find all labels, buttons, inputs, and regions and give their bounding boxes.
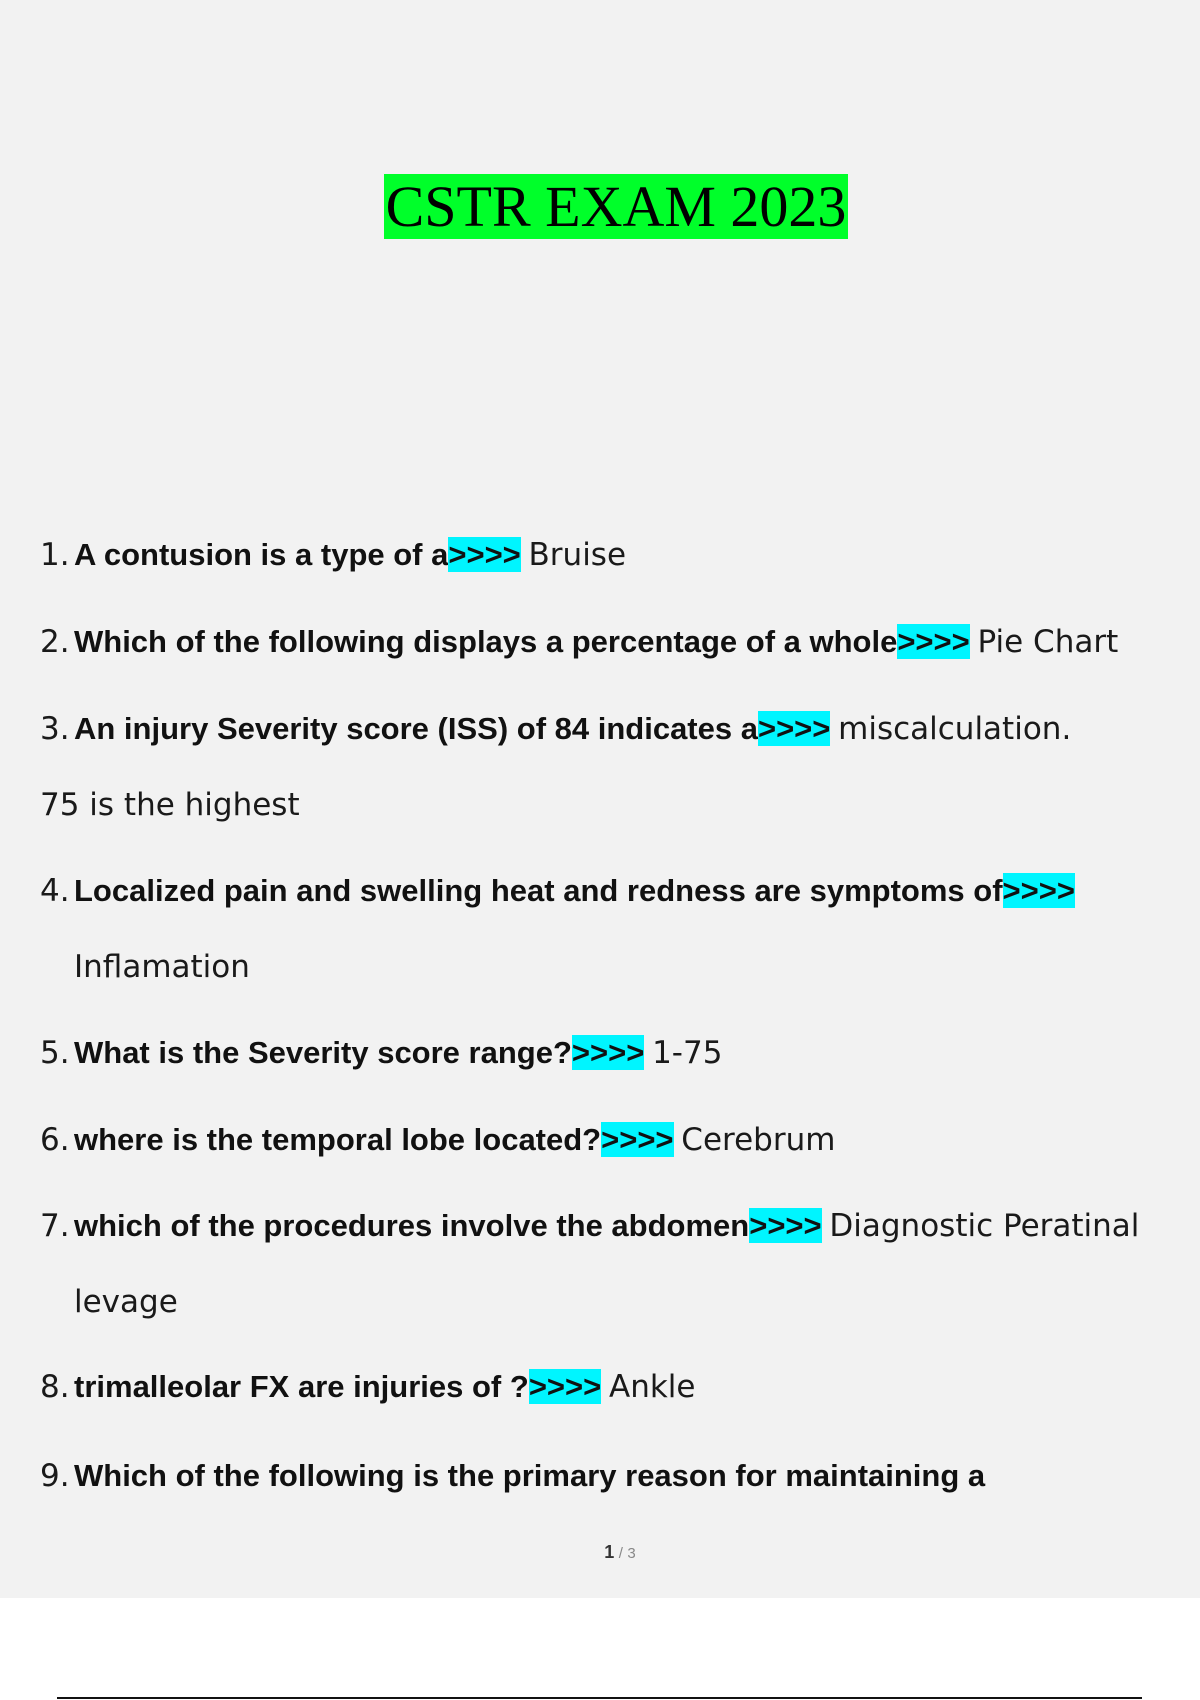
answer-continuation: levage — [74, 1284, 178, 1320]
question-text: What is the Severity score range? — [74, 1035, 572, 1070]
question-text: which of the procedures involve the abdomen — [74, 1208, 750, 1243]
document-title — [0, 175, 1200, 239]
question-item — [40, 1367, 1190, 1407]
total-pages: 3 — [627, 1545, 636, 1562]
question-item — [40, 535, 1190, 575]
question-item — [40, 1206, 1190, 1246]
answer-continuation: Inflamation — [74, 949, 250, 985]
answer-text: Ankle — [608, 1369, 696, 1405]
question-text: A contusion is a type of a — [74, 537, 449, 572]
question-item — [40, 1120, 1190, 1160]
answer-text: Cerebrum — [681, 1122, 836, 1158]
answer-marker: >>>> — [601, 1122, 674, 1157]
answer-continuation: 75 is the highest — [40, 787, 300, 823]
question-number: 6. — [40, 1122, 70, 1158]
answer-marker: >>>> — [749, 1208, 822, 1243]
answer-text: miscalculation. — [838, 711, 1072, 747]
question-text: An injury Severity score (ISS) of 84 indicates a — [74, 711, 758, 746]
question-item — [40, 871, 1190, 911]
title-highlight: CSTR EXAM 2023 — [385, 174, 847, 239]
question-number: 3. — [40, 711, 70, 747]
question-text: where is the temporal lobe located? — [74, 1122, 602, 1157]
answer-marker: >>>> — [528, 1369, 602, 1404]
question-text: Which of the following is the primary reason for maintaining a — [74, 1458, 986, 1493]
question-text: Which of the following displays a percentage of a whole — [74, 624, 898, 659]
answer-marker: >>>> — [448, 537, 521, 572]
question-number: 9. — [40, 1458, 70, 1494]
answer-text: Diagnostic Peratinal — [829, 1208, 1140, 1244]
page-separator: / — [618, 1545, 623, 1562]
question-item — [40, 1033, 1190, 1073]
answer-marker: >>>> — [571, 1035, 645, 1070]
question-text: trimalleolar FX are injuries of ? — [74, 1369, 529, 1404]
current-page-number: 1 — [604, 1542, 615, 1562]
answer-text: Bruise — [528, 537, 627, 573]
answer-text: 1-75 — [652, 1035, 723, 1071]
question-number: 7. — [40, 1208, 70, 1244]
answer-marker: >>>> — [897, 624, 970, 659]
page-indicator — [0, 1542, 1200, 1563]
question-number: 4. — [40, 873, 70, 909]
question-item — [40, 1456, 1190, 1496]
question-number: 8. — [40, 1369, 70, 1405]
question-item — [40, 622, 1190, 662]
next-page-divider — [57, 1697, 1142, 1699]
question-item — [40, 709, 1190, 749]
question-number: 1. — [40, 537, 70, 573]
answer-marker: >>>> — [1002, 873, 1075, 908]
question-number: 5. — [40, 1035, 70, 1071]
answer-text: Pie Chart — [977, 624, 1119, 660]
question-number: 2. — [40, 624, 70, 660]
question-text: Localized pain and swelling heat and redness are symptoms of — [74, 873, 1003, 908]
answer-marker: >>>> — [757, 711, 831, 746]
